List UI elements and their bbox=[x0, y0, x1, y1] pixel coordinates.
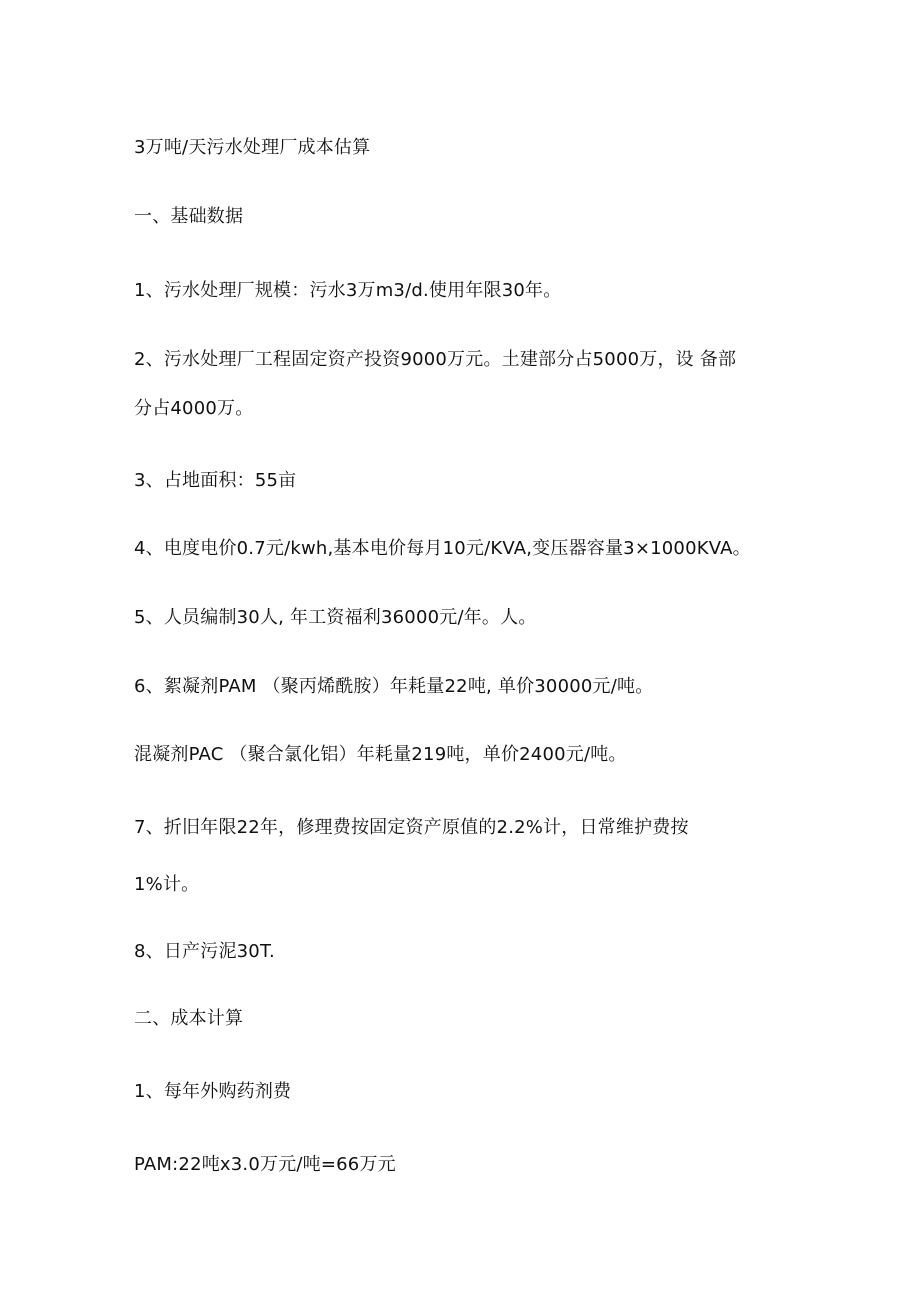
item-staffing: 5、人员编制30人, 年工资福利36000元/年。人。 bbox=[134, 607, 537, 628]
item-depreciation-line2: 1%计。 bbox=[134, 874, 200, 895]
item-land-area: 3、占地面积：55亩 bbox=[134, 470, 297, 491]
item-flocculant-pam: 6、絮凝剂PAM （聚丙烯酰胺）年耗量22吨, 单价30000元/吨。 bbox=[134, 676, 654, 697]
item-electricity-price: 4、电度电价0.7元/kwh,基本电价每月10元/KVA,变压器容量3×1000KVA。 bbox=[134, 538, 751, 559]
section-heading-basic-data: 一、基础数据 bbox=[134, 206, 244, 227]
item-investment-line1: 2、污水处理厂工程固定资产投资9000万元。土建部分占5000万，设 备部 bbox=[134, 349, 737, 370]
item-sludge-output: 8、日产污泥30T. bbox=[134, 941, 275, 962]
item-pam-calculation: PAM:22吨x3.0万元/吨=66万元 bbox=[134, 1154, 396, 1175]
item-depreciation-line1: 7、折旧年限22年，修理费按固定资产原值的2.2%计，日常维护费按 bbox=[134, 817, 689, 838]
item-chemical-cost: 1、每年外购药剂费 bbox=[134, 1081, 292, 1102]
section-heading-cost-calculation: 二、成本计算 bbox=[134, 1008, 244, 1029]
item-plant-scale: 1、污水处理厂规模：污水3万m3/d.使用年限30年。 bbox=[134, 280, 562, 301]
item-investment-line2: 分占4000万。 bbox=[134, 398, 254, 419]
item-coagulant-pac: 混凝剂PAC （聚合氯化铝）年耗量219吨，单价2400元/吨。 bbox=[134, 744, 627, 765]
document-title: 3万吨/天污水处理厂成本估算 bbox=[134, 137, 371, 158]
